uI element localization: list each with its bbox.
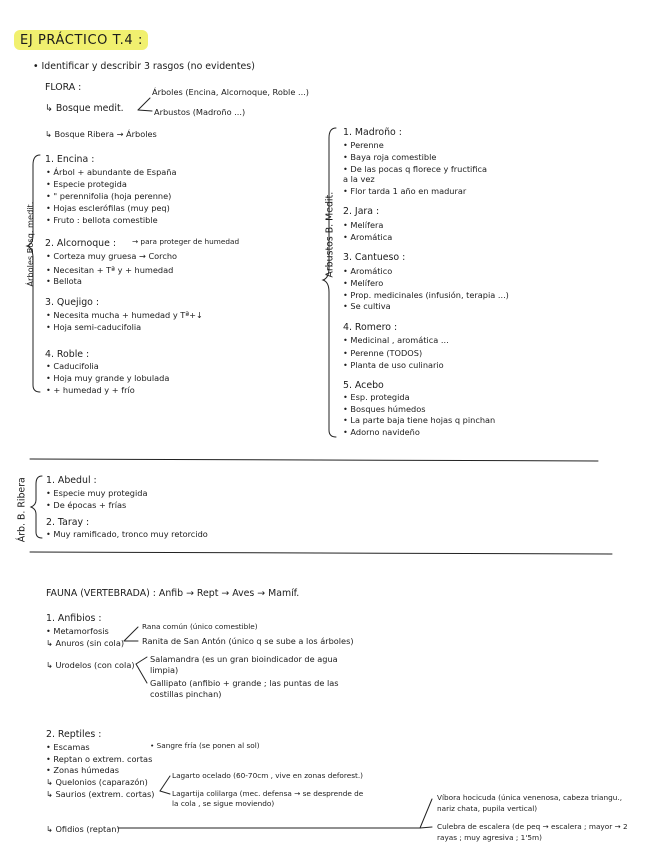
page-title: EJ PRÁCTICO T.4 :	[20, 33, 143, 48]
tree-line: • Fruto : bellota comestible	[46, 215, 158, 225]
fauna-line: Gallipato (anfibio + grande ; las puntas de las	[150, 678, 339, 688]
arbustos-side-label: Arbustos B. Medit.	[324, 191, 336, 278]
fauna-line: • Sangre fría (se ponen al sol)	[150, 741, 260, 750]
fauna-line: limpia)	[150, 665, 179, 675]
shrub-line: • Bosques húmedos	[343, 404, 426, 414]
tree-line: • Hoja semi-caducifolia	[46, 322, 142, 332]
bosque-medit: ↳ Bosque medit.	[45, 103, 124, 114]
fauna-line: ↳ Urodelos (con cola)	[46, 660, 135, 670]
reptiles-name: 2. Reptiles :	[46, 729, 102, 740]
fauna-line: Culebra de escalera (de peq → escalera ; mayor → 2	[437, 822, 628, 831]
ribera-line: • Especie muy protegida	[46, 488, 148, 498]
fauna-line: ↳ Ofidios (reptan)	[46, 824, 120, 834]
shrub-line: • Adorno navideño	[343, 427, 420, 437]
tree-line: • Necesita mucha + humedad y Tª+↓	[46, 310, 203, 320]
fauna-line: Rana común (único comestible)	[142, 622, 258, 631]
fauna-line: nariz chata, pupila vertical)	[437, 804, 538, 813]
shrub-name: 1. Madroño :	[343, 127, 402, 138]
fauna-line: • Metamorfosis	[46, 626, 109, 636]
tree-line: • " perennifolia (hoja perenne)	[46, 191, 172, 201]
arboles-brace	[24, 155, 40, 392]
fauna-line: Ranita de San Antón (único q se sube a los árboles)	[142, 636, 354, 646]
shrub-line: • Medicinal , aromática ...	[343, 335, 449, 345]
shrub-name: 3. Cantueso :	[343, 252, 406, 263]
fauna-line: costillas pinchan)	[150, 689, 222, 699]
tree-line: • Necesitan + Tª y + humedad	[46, 265, 174, 275]
shrub-line: • Baya roja comestible	[343, 152, 437, 162]
shrub-line: • Aromático	[343, 266, 393, 276]
intro-text: • Identificar y describir 3 rasgos (no evidentes)	[33, 61, 255, 72]
fauna-line: la cola , se sigue moviendo)	[172, 799, 275, 808]
section-divider	[30, 459, 598, 461]
anfibios-name: 1. Anfibios :	[46, 613, 102, 624]
shrub-line: • Aromática	[343, 232, 393, 242]
fauna-line: Lagartija colilarga (mec. defensa → se desprende de	[172, 789, 364, 798]
tree-line: • Hojas esclerófilas (muy peq)	[46, 203, 170, 213]
shrub-name: 4. Romero :	[343, 322, 398, 333]
shrub-line: • Perenne	[343, 140, 384, 150]
shrub-line: a la vez	[343, 174, 375, 184]
fauna-heading: FAUNA (VERTEBRADA) : Anfib → Rept → Aves → Mamíf.	[46, 588, 300, 599]
shrub-line: • Se cultiva	[343, 301, 391, 311]
arboles-examples: Árboles (Encina, Alcornoque, Roble ...)	[152, 87, 309, 97]
fauna-line: • Zonas húmedas	[46, 765, 119, 775]
tree-line: • Hoja muy grande y lobulada	[46, 373, 170, 383]
arbustos-examples: Arbustos (Madroño ...)	[154, 107, 246, 117]
tree-name: 1. Encina :	[45, 154, 95, 165]
tree-line: • Especie protegida	[46, 179, 127, 189]
ribera-line: • De épocas + frías	[46, 500, 127, 510]
tree-note: → para proteger de humedad	[132, 237, 240, 246]
ribera-brace	[31, 476, 42, 538]
fauna-line: ↳ Quelonios (caparazón)	[46, 777, 148, 787]
fauna-line: Lagarto ocelado (60-70cm , vive en zonas deforest.)	[172, 771, 364, 780]
shrub-name: 5. Acebo	[343, 380, 384, 391]
flora-heading: FLORA :	[45, 82, 82, 93]
arbustos-brace	[323, 128, 336, 437]
fauna-line: • Reptan o extrem. cortas	[46, 754, 153, 764]
shrub-line: • Planta de uso culinario	[343, 360, 444, 370]
tree-name: 3. Quejigo :	[45, 297, 100, 308]
shrub-line: • Melífera	[343, 220, 384, 230]
shrub-line: • Esp. protegida	[343, 392, 410, 402]
section-divider	[30, 552, 612, 554]
shrub-line: • Melífero	[343, 278, 384, 288]
fauna-line: ↳ Saurios (extrem. cortas)	[46, 789, 155, 799]
tree-name: 4. Roble :	[45, 349, 90, 360]
tree-line: • Bellota	[46, 276, 82, 286]
bosque-ribera: ↳ Bosque Ribera → Árboles	[45, 129, 157, 139]
shrub-line: • Perenne (TODOS)	[343, 348, 423, 358]
tree-name: 2. Alcornoque :	[45, 238, 116, 249]
fauna-line: ↳ Anuros (sin cola)	[46, 638, 125, 648]
shrub-line: • De las pocas q florece y fructifica	[343, 164, 488, 174]
ribera-name: 2. Taray :	[46, 517, 90, 528]
arboles-side-label: Árboles Bosq. medit.	[24, 201, 35, 287]
shrub-line: • La parte baja tiene hojas q pinchan	[343, 415, 496, 425]
ribera-line: • Muy ramificado, tronco muy retorcido	[46, 529, 208, 539]
tree-line: • Corteza muy gruesa → Corcho	[46, 251, 178, 261]
tree-line: • Árbol + abundante de España	[46, 167, 177, 177]
tree-line: • + humedad y + frío	[46, 385, 135, 395]
fauna-line: • Escamas	[46, 742, 90, 752]
shrub-name: 2. Jara :	[343, 206, 380, 217]
ribera-side-label: Árb. B. Ribera	[16, 477, 28, 543]
fauna-line: rayas ; muy agresiva ; 1'5m)	[437, 833, 542, 842]
fauna-line: Salamandra (es un gran bioindicador de agua	[150, 654, 338, 664]
shrub-line: • Prop. medicinales (infusión, terapia ...)	[343, 290, 509, 300]
ribera-name: 1. Abedul :	[46, 475, 97, 486]
shrub-line: • Flor tarda 1 año en madurar	[343, 186, 467, 196]
fauna-line: Víbora hocicuda (única venenosa, cabeza triangu.,	[437, 793, 623, 802]
tree-line: • Caducifolia	[46, 361, 99, 371]
